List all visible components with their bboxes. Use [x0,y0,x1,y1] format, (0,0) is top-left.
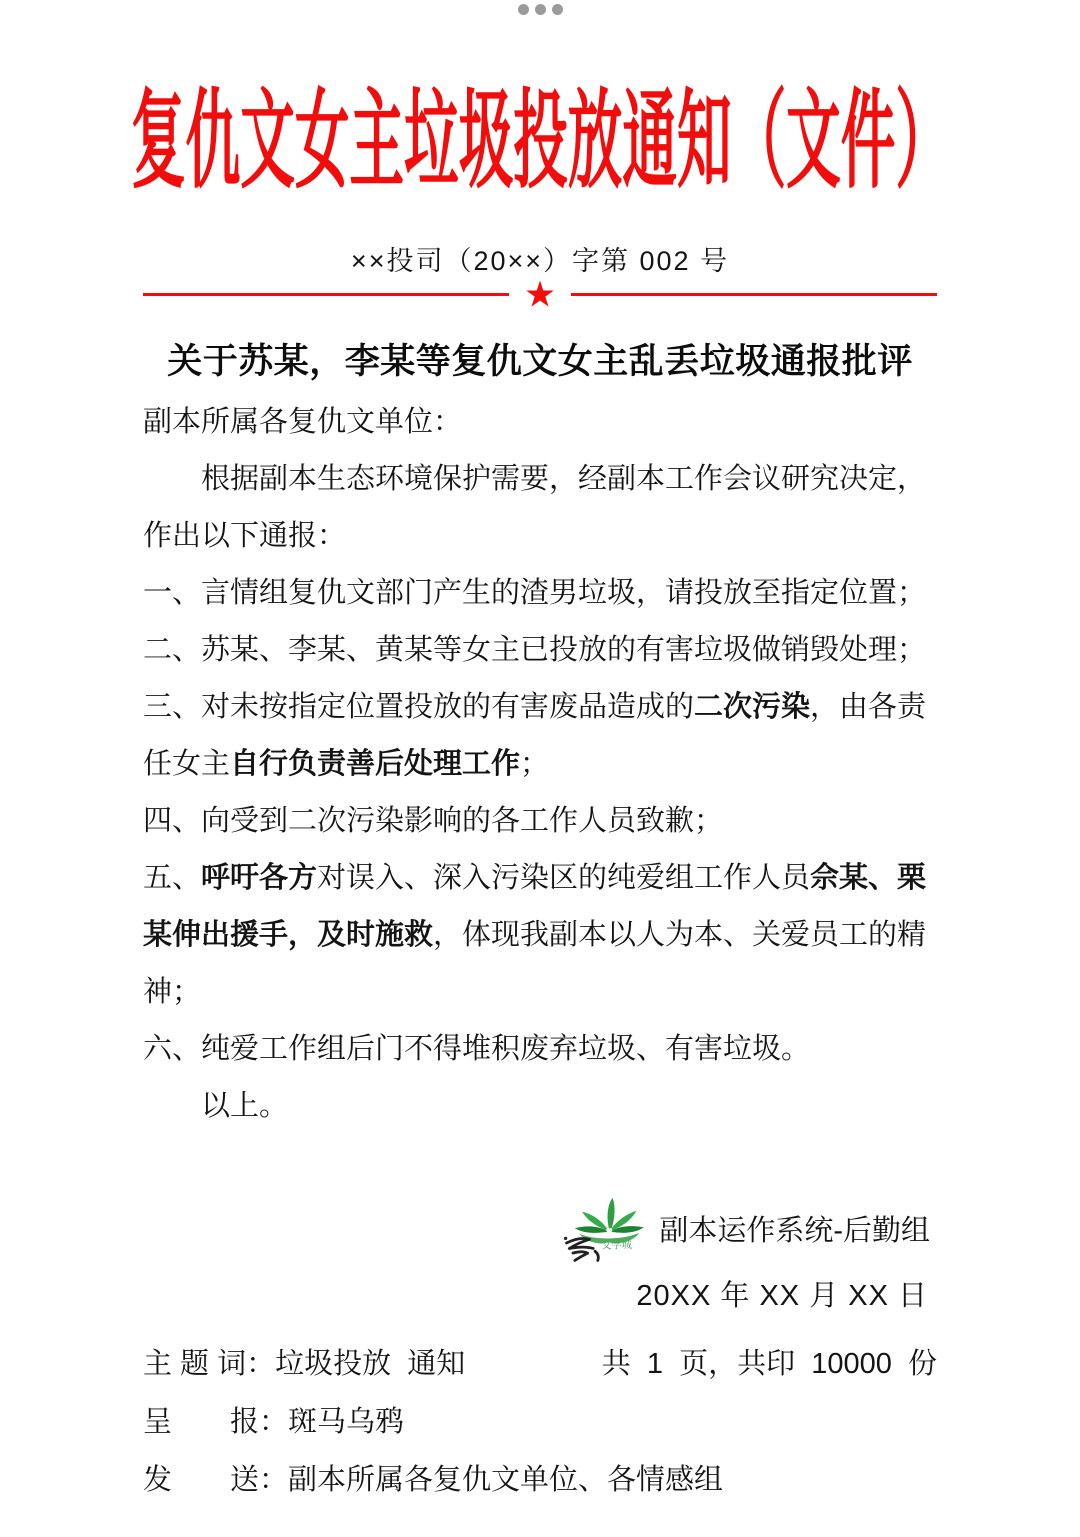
footer-label: 发 送： [143,1464,289,1496]
dot-icon [535,4,546,15]
body-line [143,850,937,907]
body-line [143,565,937,622]
footer-left [143,1407,404,1437]
body-line [143,1078,937,1135]
body-text: 根据副本生态环境保护需要，经副本工作会议研究决定， [201,463,927,495]
emphasis-text: 佘某、栗 [810,862,927,894]
body-text: 三、对未按指定位置投放的有害废品造成的 [143,691,695,723]
body-line [143,1021,937,1078]
body-line [143,679,937,736]
issuing-org: 副本运作系统-后勤组 [659,1215,930,1247]
footer-value: 垃圾投放 通知 [275,1348,466,1380]
footer-right-value: 共 1 页，共印 10000 份 [601,1348,937,1380]
jinjiang-literature-city-logo-icon [561,1195,653,1267]
body-line [143,736,937,793]
emphasis-text: 某伸出援手，及时施救 [143,919,434,951]
doc-number: ××投司（20××）字第 002 号 [350,246,730,276]
body-text: ； [520,748,550,780]
emphasis-text: 二次污染 [694,691,811,723]
body-text: 神； [143,976,202,1008]
document-title [0,60,1080,220]
body-text: 对误入、深入污染区的纯爱组工作人员 [317,862,811,894]
body-text: 以上。 [201,1090,289,1122]
divider-line-left [143,293,509,296]
footer-row [143,1407,937,1437]
body-text: 副本所属各复仇文单位： [143,406,463,438]
body-line [143,451,937,508]
body-line [143,508,937,565]
footer-value: 副本所属各复仇文单位、各情感组 [288,1464,724,1496]
issue-date: 20XX 年 XX 月 XX 日 [636,1280,928,1312]
body-line [143,622,937,679]
footer-value: 斑马乌鸦 [288,1406,405,1438]
body-text: 一、言情组复仇文部门产生的渣男垃圾，请投放至指定位置； [143,577,927,609]
document-title-text: 复仇文女主垃圾投放通知（文件） [130,80,950,200]
footer-row [143,1465,937,1495]
body-text: 二、苏某、李某、黄某等女主已投放的有害垃圾做销毁处理； [143,634,927,666]
dot-icon [518,4,529,15]
body-text: 六、纯爱工作组后门不得堆积废弃垃圾、有害垃圾。 [143,1033,811,1065]
emphasis-text: 自行负责善后处理工作 [230,748,521,780]
footer-row [143,1349,937,1379]
logo-subtext: 文学城 [601,1240,633,1252]
footer-left [143,1349,465,1379]
more-options-icon[interactable] [0,4,1080,15]
emphasis-text: 呼吁各方 [201,862,318,894]
document-body [143,394,937,1135]
body-line [143,907,937,964]
body-line [143,964,937,1021]
footer-label: 呈 报： [143,1406,289,1438]
footer-left [143,1465,723,1495]
red-divider [143,272,937,314]
star-icon: ★ [523,272,557,314]
divider-line-right [571,293,937,296]
body-text: 任女主 [143,748,231,780]
body-text: ，由各责 [810,691,927,723]
subject-heading: 关于苏某，李某等复仇文女主乱丢垃圾通报批评 [167,342,913,381]
signature-row [561,1195,930,1267]
body-text: 四、向受到二次污染影响的各工作人员致歉； [143,805,724,837]
body-line [143,394,937,451]
body-text: 五、 [143,862,202,894]
document-footer [143,1349,937,1495]
body-text: 作出以下通报： [143,520,347,552]
signature-block [0,1195,930,1313]
footer-label: 主 题 词： [143,1348,276,1380]
body-line [143,793,937,850]
body-text: ，体现我副本以人为本、关爱员工的精 [433,919,927,951]
dot-icon [552,4,563,15]
